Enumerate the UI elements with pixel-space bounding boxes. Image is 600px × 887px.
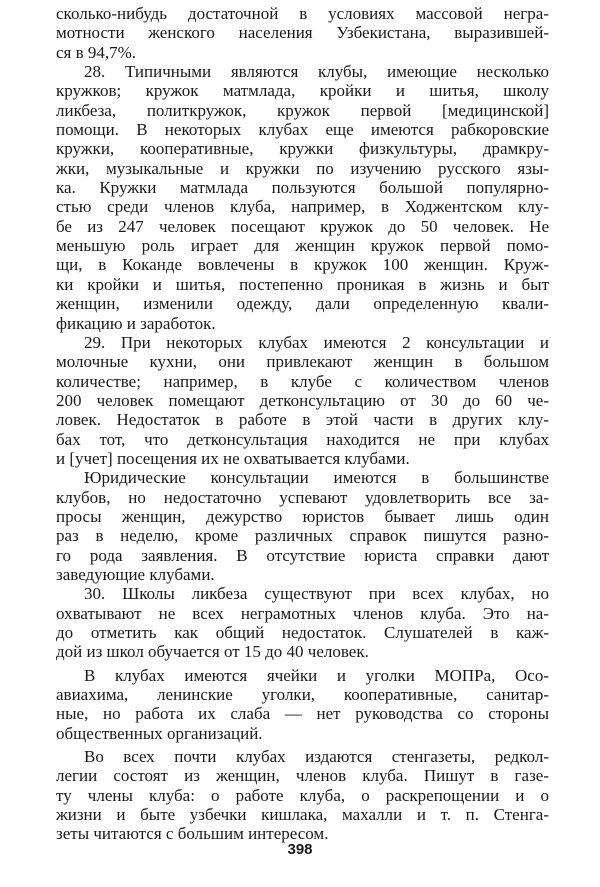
page-body (56, 4, 549, 844)
text-line: бах тот, что детконсультация находится не при клубах (56, 429, 549, 449)
text-line: мотности женского населения Узбекистана, выразившей- (56, 23, 549, 43)
text-line: и [учет] посещения их не охватывается клубами. (56, 448, 410, 468)
page-number: 398 (287, 841, 313, 858)
text-line: бе из 247 человек посещают кружок до 50 человек. Не (56, 216, 549, 236)
text-line: 30. Школы ликбеза существуют при всех клубах, но (84, 584, 549, 604)
text-line: раз в неделю, кроме различных справок пишутся разно- (56, 526, 549, 546)
text-line: 200 человек помещают детконсультацию от 30 до 60 че- (56, 390, 549, 410)
text-line: клубов, но недостаточно успевают удовлетворить все за- (56, 487, 549, 507)
paragraph (56, 747, 549, 844)
paragraph (56, 62, 549, 333)
text-line: авиахима, ленинские уголки, кооперативные, санитар- (56, 685, 549, 705)
paragraph (56, 666, 549, 743)
text-line: помощи. В некоторых клубах еще имеются рабкоровские (56, 120, 549, 140)
text-line: охватывают не всех неграмотных членов клуба. Это на- (56, 603, 549, 623)
text-line: ка. Кружки матмлада пользуются большой популярно- (56, 178, 549, 198)
text-line: легии состоят из женщин, членов клуба. Пишут в газе- (56, 766, 549, 786)
text-line: ту члены клуба: о работе клуба, о раскрепощении и о (56, 785, 549, 805)
text-line: 29. При некоторых клубах имеются 2 консультации и (84, 332, 549, 352)
text-line: женщин, изменили одежду, дали определенную квали- (56, 294, 549, 314)
text-line: го рода заявления. В отсутствие юриста справки дают (56, 545, 549, 565)
text-line: просы женщин, дежурство юристов бывает лишь один (56, 506, 549, 526)
text-line: молочные кухни, они привлекают женщин в большом (56, 352, 549, 372)
paragraph (56, 333, 549, 468)
text-line: заведующие клубами. (56, 564, 215, 584)
text-line: сколько-нибудь достаточной в условиях массовой негра- (56, 4, 549, 23)
text-line: кружки, кооперативные, кружки физкультуры, драмкру- (56, 139, 549, 159)
text-line: меньшую роль играет для женщин кружок первой помо- (56, 236, 549, 256)
text-line: ки кройки и шитья, постепенно проникая в жизнь и быт (56, 274, 549, 294)
paragraph (56, 584, 549, 661)
text-line: ловек. Недостаток в работе в этой части в других клу- (56, 410, 549, 430)
text-line: В клубах имеются ячейки и уголки МОПРа, Осо- (84, 665, 549, 685)
text-line: Во всех почти клубах издаются стенгазеты, редкол- (84, 747, 549, 767)
text-line: общественных организаций. (56, 723, 263, 743)
text-line: фикацию и заработок. (56, 313, 216, 333)
text-line: щи, в Коканде вовлечены в кружок 100 женщин. Круж- (56, 255, 549, 275)
paragraph (56, 4, 549, 62)
text-line: Юридические консультации имеются в большинстве (84, 468, 549, 488)
text-line: зеты читаются с большим интересом. (56, 824, 329, 844)
text-line: 28. Типичными являются клубы, имеющие несколько (84, 62, 549, 82)
paragraph (56, 468, 549, 584)
text-line: ся в 94,7%. (56, 42, 137, 62)
text-line: количестве; например, в клубе с количеством членов (56, 371, 549, 391)
text-line: дой из школ обучается от 15 до 40 человек. (56, 642, 369, 662)
text-line: до отметить как общий недостаток. Слушателей в каж- (56, 623, 549, 642)
text-line: жизни и быте узбечки кишлака, махалли и т. п. Стенга- (56, 805, 549, 825)
text-line: ликбеза, политкружок, кружок первой [медицинской] (56, 100, 549, 120)
text-line: стью среди членов клуба, например, в Ходжентском клу- (56, 197, 549, 217)
text-line: жки, музыкальные и кружки по изучению русского язы- (56, 158, 549, 178)
text-line: кружков; кружок матмлада, кройки и шитья, школу (56, 81, 549, 101)
text-line: ные, но работа их слаба — нет руководства со стороны (56, 704, 549, 724)
